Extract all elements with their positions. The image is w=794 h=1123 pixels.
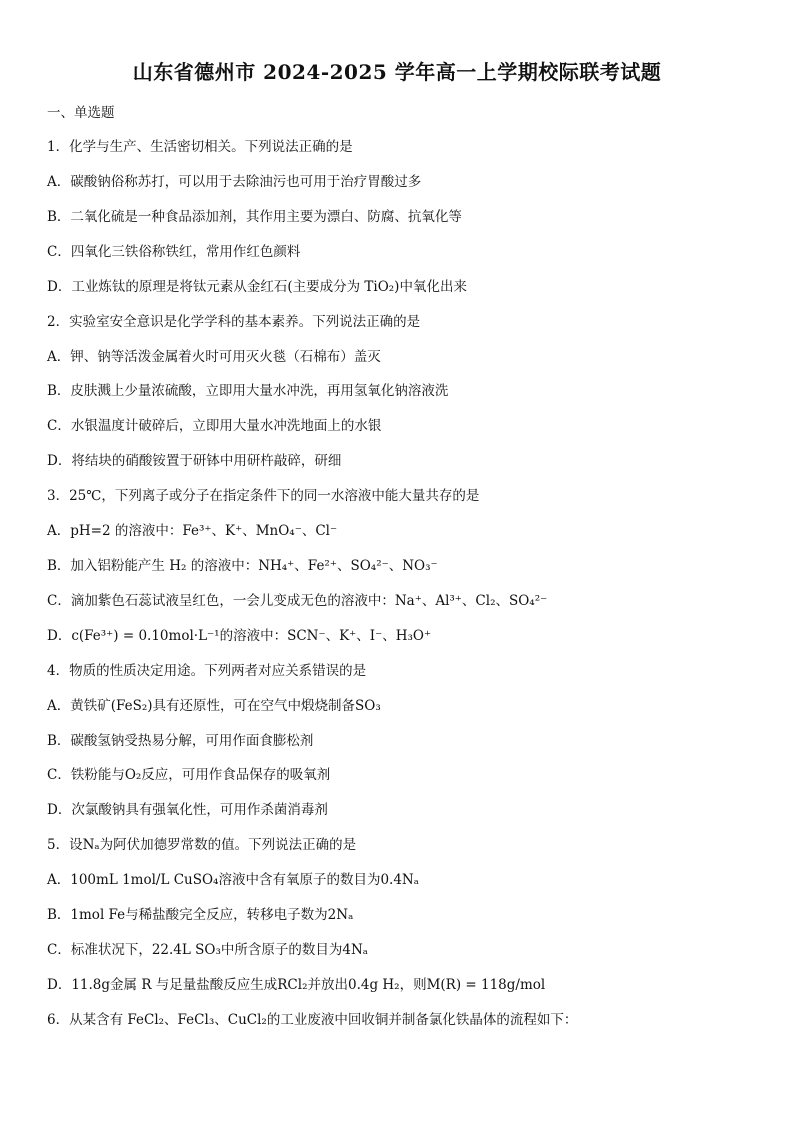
question-4-option-d: D．次氯酸钠具有强氧化性，可用作杀菌消毒剂 bbox=[47, 802, 328, 818]
question-1-option-d: D．工业炼钛的原理是将钛元素从金红石(主要成分为 TiO₂)中氧化出来 bbox=[47, 279, 467, 295]
question-5-option-b: B．1mol Fe与稀盐酸完全反应，转移电子数为2Nₐ bbox=[47, 907, 354, 923]
question-5-option-c: C．标准状况下，22.4L SO₃中所含原子的数目为4Nₐ bbox=[47, 942, 368, 958]
question-4-stem: 4．物质的性质决定用途。下列两者对应关系错误的是 bbox=[47, 663, 367, 679]
question-2-option-c: C．水银温度计破碎后，立即用大量水冲洗地面上的水银 bbox=[47, 418, 382, 434]
question-3-option-a: A．pH=2 的溶液中：Fe³⁺、K⁺、MnO₄⁻、Cl⁻ bbox=[47, 523, 338, 539]
question-3-option-c: C．滴加紫色石蕊试液呈红色，一会儿变成无色的溶液中：Na⁺、Al³⁺、Cl₂、SO₄²⁻ bbox=[47, 593, 548, 609]
question-1-option-c: C．四氧化三铁俗称铁红，常用作红色颜料 bbox=[47, 244, 301, 260]
question-2-stem: 2．实验室安全意识是化学学科的基本素养。下列说法正确的是 bbox=[47, 314, 421, 330]
question-4-option-a: A．黄铁矿(FeS₂)具有还原性，可在空气中煅烧制备SO₃ bbox=[47, 698, 381, 714]
section-heading: 一、单选题 bbox=[47, 105, 115, 121]
question-5-option-d: D．11.8g金属 R 与足量盐酸反应生成RCl₂并放出0.4g H₂，则M(R) = 118g/mol bbox=[47, 977, 546, 993]
question-1-option-b: B．二氧化硫是一种食品添加剂，其作用主要为漂白、防腐、抗氧化等 bbox=[47, 209, 462, 225]
question-3-stem: 3．25℃，下列离子或分子在指定条件下的同一水溶液中能大量共存的是 bbox=[47, 488, 480, 504]
question-3-option-d: D．c(Fe³⁺) = 0.10mol·L⁻¹的溶液中：SCN⁻、K⁺、I⁻、H₃O⁺ bbox=[47, 628, 432, 644]
question-5-option-a: A．100mL 1mol/L CuSO₄溶液中含有氧原子的数目为0.4Nₐ bbox=[47, 872, 419, 888]
page-title: 山东省德州市 2024-2025 学年高一上学期校际联考试题 bbox=[132, 60, 662, 84]
question-1-option-a: A．碳酸钠俗称苏打，可以用于去除油污也可用于治疗胃酸过多 bbox=[47, 174, 422, 190]
question-4-option-b: B．碳酸氢钠受热易分解，可用作面食膨松剂 bbox=[47, 733, 314, 749]
question-1-stem: 1．化学与生产、生活密切相关。下列说法正确的是 bbox=[47, 139, 353, 155]
question-6-stem: 6．从某含有 FeCl₂、FeCl₃、CuCl₂的工业废液中回收铜并制备氯化铁晶体的流程如下： bbox=[47, 1012, 578, 1028]
question-2-option-b: B．皮肤溅上少量浓硫酸，立即用大量水冲洗，再用氢氧化钠溶液洗 bbox=[47, 383, 449, 399]
question-2-option-d: D．将结块的硝酸铵置于研钵中用研杵敲碎，研细 bbox=[47, 453, 342, 469]
question-5-stem: 5．设Nₐ为阿伏加德罗常数的值。下列说法正确的是 bbox=[47, 837, 357, 853]
question-3-option-b: B．加入铝粉能产生 H₂ 的溶液中：NH₄⁺、Fe²⁺、SO₄²⁻、NO₃⁻ bbox=[47, 558, 438, 574]
question-4-option-c: C．铁粉能与O₂反应，可用作食品保存的吸氧剂 bbox=[47, 767, 331, 783]
question-2-option-a: A．钾、钠等活泼金属着火时可用灭火毯（石棉布）盖灭 bbox=[47, 349, 381, 365]
